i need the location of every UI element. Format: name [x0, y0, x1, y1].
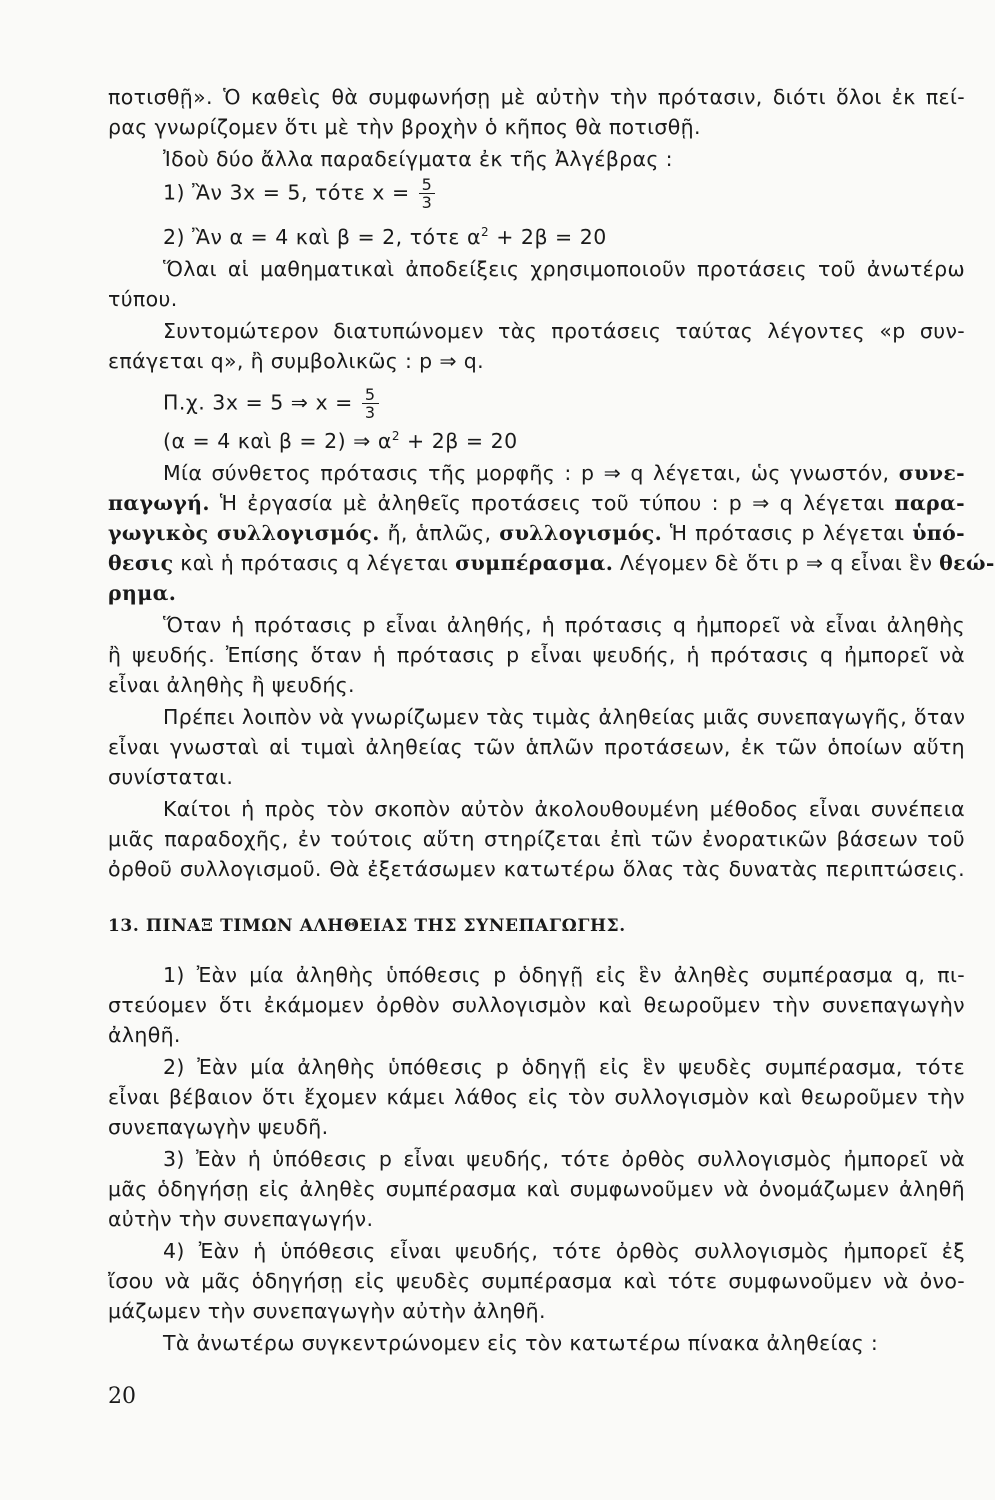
- text-line: ἴσου νὰ μᾶς ὁδηγήσῃ εἰς ψευδὲς συμπέρασμα καὶ τότε συμφωνοῦμεν νὰ ὀνο-: [108, 1269, 965, 1293]
- text-line: εἶναι βέβαιον ὅτι ἔχομεν κάμει λάθος εἰς τὸν συλλογισμὸν καὶ θεωροῦμεν τὴν: [108, 1085, 965, 1109]
- text-span: καὶ ἡ πρότασις q λέγεται: [173, 551, 456, 575]
- text-line: αὐτὴν τὴν συνεπαγωγήν.: [108, 1207, 374, 1231]
- exponent: 2: [391, 429, 401, 444]
- text-line: Ὅταν ἡ πρότασις p εἶναι ἀληθής, ἡ πρότασις q ἠμπορεῖ νὰ εἶναι ἀληθὴς: [163, 613, 965, 637]
- text-span: Λέγομεν δὲ ὅτι p ⇒ q εἶναι ἓν: [613, 551, 940, 575]
- text-line: [108, 550, 995, 576]
- example-2-text-a: 2) Ἂν α = 4 καὶ β = 2, τότε α: [163, 225, 482, 249]
- example-pch-2: [163, 428, 965, 454]
- pch-text: Π.χ. 3x = 5 ⇒ x =: [163, 390, 353, 415]
- fraction-denominator: 3: [364, 403, 376, 422]
- bold-term: θεώ-: [939, 551, 995, 575]
- text-line: [108, 580, 965, 606]
- text-line: Πρέπει λοιπὸν νὰ γνωρίζωμεν τὰς τιμὰς ἀληθείας μιᾶς συνεπαγωγῆς, ὅταν: [163, 705, 966, 729]
- example-1-text: 1) Ἂν 3x = 5, τότε x =: [163, 180, 410, 205]
- text-line: [108, 520, 965, 546]
- text-span: Μία σύνθετος πρότασις τῆς μορφῆς : p ⇒ q λέγεται, ὡς γνωστόν,: [163, 461, 899, 485]
- text-line: επάγεται q», ἢ συμβολικῶς : p ⇒ q.: [108, 349, 485, 373]
- examples-intro: Ἰδοὺ δύο ἄλλα παραδείγματα ἐκ τῆς Ἀλγέβρας :: [163, 147, 673, 171]
- fraction-numerator: 5: [419, 176, 436, 194]
- bold-term: συλλογισμός.: [499, 521, 663, 545]
- text-line: 4) Ἐὰν ἡ ὑπόθεσις εἶναι ψευδής, τότε ὀρθὸς συλλογισμὸς ἠμπορεῖ ἐξ: [163, 1239, 965, 1263]
- bold-term: ρημα.: [108, 581, 177, 605]
- text-line: Τὰ ἀνωτέρω συγκεντρώνομεν εἰς τὸν κατωτέρω πίνακα ἀληθείας :: [163, 1331, 879, 1355]
- text-line: συνίσταται.: [108, 765, 234, 789]
- text-line: 2) Ἐὰν μία ἀληθὴς ὑπόθεσις p ὁδηγῇ εἰς ἓν ψευδὲς συμπέρασμα, τότε: [163, 1055, 965, 1079]
- text-span: Ἡ ἐργασία μὲ ἀληθεῖς προτάσεις τοῦ τύπου : p ⇒ q λέγεται: [209, 491, 895, 515]
- text-span: ἤ, ἁπλῶς,: [379, 521, 500, 545]
- text-line: εἶναι γνωσταὶ αἱ τιμαὶ ἀληθείας τῶν ἁπλῶν προτάσεων, ἐκ τῶν ὁποίων αὕτη: [108, 735, 965, 759]
- text-line: ἢ ψευδής. Ἐπίσης ὅταν ἡ πρότασις p εἶναι ψευδής, ἡ πρότασις q ἠμπορεῖ νὰ: [108, 643, 965, 667]
- text-line: 1) Ἐὰν μία ἀληθὴς ὑπόθεσις p ὁδηγῇ εἰς ἓν ἀληθὲς συμπέρασμα q, πι-: [163, 963, 965, 987]
- example-2-text-b: + 2β = 20: [489, 225, 607, 249]
- bold-term: παγωγή.: [108, 491, 210, 515]
- fraction: [419, 176, 436, 211]
- text-line: ἀληθῆ.: [108, 1023, 181, 1047]
- example-2: [163, 224, 965, 250]
- text-line: Καίτοι ἡ πρὸς τὸν σκοπὸν αὐτὸν ἀκολουθουμένη μέθοδος εἶναι συνέπεια: [163, 797, 965, 821]
- text-line: μᾶς ὁδηγήσῃ εἰς ἀληθὲς συμπέρασμα καὶ συμφωνοῦμεν νὰ ὀνομάζωμεν ἀληθῆ: [108, 1177, 965, 1201]
- bold-term: παρα-: [894, 491, 965, 515]
- text-line: ποτισθῇ». Ὁ καθεὶς θὰ συμφωνήσῃ μὲ αὐτὴν τὴν πρότασιν, διότι ὅλοι ἐκ πεί-: [108, 85, 965, 109]
- text-line: Συντομώτερον διατυπώνομεν τὰς προτάσεις ταύτας λέγοντες «p συν-: [163, 319, 965, 343]
- text-line: μάζωμεν τὴν συνεπαγωγὴν αὐτὴν ἀληθῆ.: [108, 1299, 546, 1323]
- bold-term: συμπέρασμα.: [455, 551, 614, 575]
- pch2-text-a: (α = 4 καὶ β = 2) ⇒ α: [163, 429, 392, 453]
- text-span: Ἡ πρότασις p λέγεται: [662, 521, 913, 545]
- bold-term: ὑπό-: [912, 521, 965, 545]
- text-line: μιᾶς παραδοχῆς, ἐν τούτοις αὕτη στηρίζεται ἐπὶ τῶν ἐνορατικῶν βάσεων τοῦ: [108, 827, 965, 851]
- exponent: 2: [481, 225, 490, 240]
- pch2-text-b: + 2β = 20: [400, 429, 518, 453]
- text-line: Ὅλαι αἱ μαθηματικαὶ ἀποδείξεις χρησιμοποιοῦν προτάσεις τοῦ ἀνωτέρω: [163, 257, 965, 281]
- bold-term: συνε-: [898, 461, 965, 485]
- text-line: στεύομεν ὅτι ἐκάμομεν ὀρθὸν συλλογισμὸν καὶ θεωροῦμεν τὴν συνεπαγωγὴν: [108, 993, 965, 1017]
- example-pch: [163, 386, 965, 421]
- text-line: συνεπαγωγὴν ψευδῆ.: [108, 1115, 329, 1139]
- text-line: [108, 490, 965, 516]
- text-line: 3) Ἐὰν ἡ ὑπόθεσις p εἶναι ψευδής, τότε ὀρθὸς συλλογισμὸς ἠμπορεῖ νὰ: [163, 1147, 965, 1171]
- text-line: τύπου.: [108, 287, 178, 311]
- page-number: 20: [108, 1384, 136, 1409]
- fraction: [362, 386, 379, 421]
- text-line: εἶναι ἀληθὴς ἢ ψευδής.: [108, 673, 355, 697]
- text-line: ρας γνωρίζομεν ὅτι μὲ τὴν βροχὴν ὁ κῆπος θὰ ποτισθῇ.: [108, 115, 701, 139]
- bold-term: θεσις: [108, 551, 174, 575]
- bold-term: γωγικὸς συλλογισμός.: [108, 521, 380, 545]
- section-heading: 13. ΠΙΝΑΞ ΤΙΜΩΝ ΑΛΗΘΕΙΑΣ ΤΗΣ ΣΥΝΕΠΑΓΩΓΗΣ.: [108, 916, 626, 936]
- text-line: [163, 460, 965, 486]
- example-1: [163, 176, 965, 211]
- text-line: ὀρθοῦ συλλογισμοῦ. Θὰ ἐξετάσωμεν κατωτέρω ὅλας τὰς δυνατὰς περιπτώσεις.: [108, 857, 965, 881]
- fraction-denominator: 3: [421, 193, 433, 212]
- fraction-numerator: 5: [362, 386, 379, 404]
